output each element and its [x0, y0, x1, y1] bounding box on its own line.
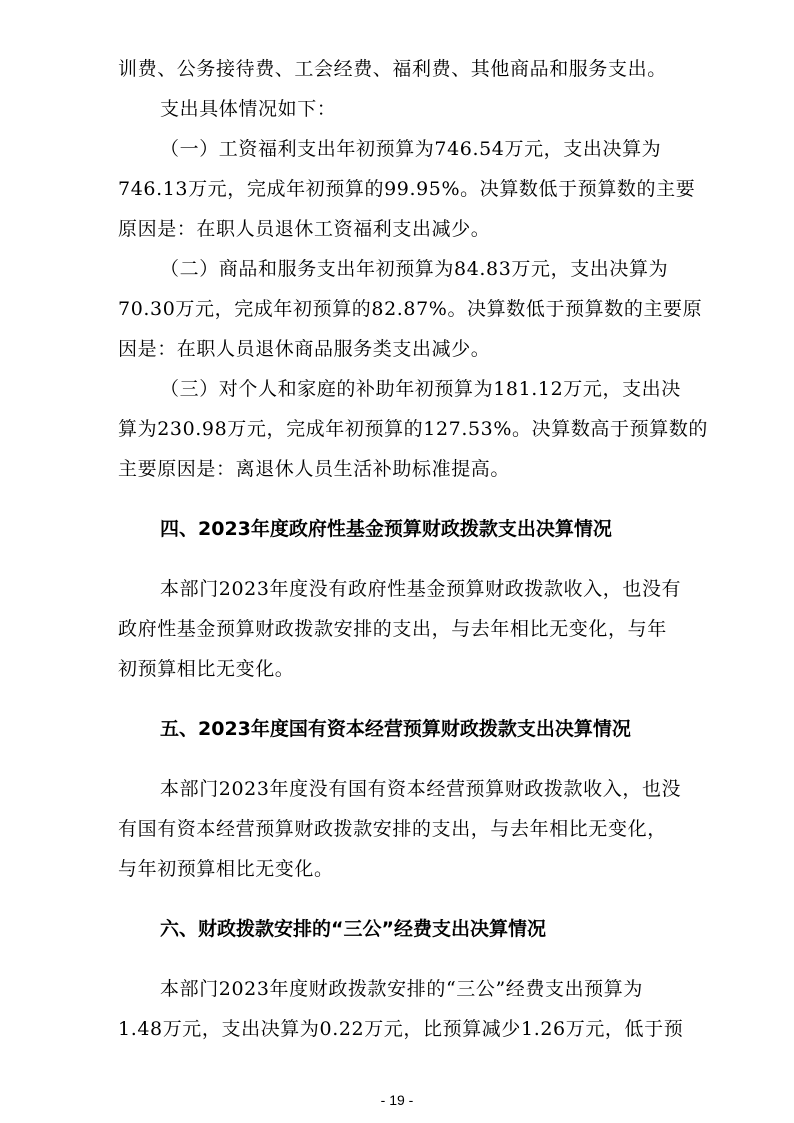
paragraph-line: 746.13万元，完成年初预算的99.95%。决算数低于预算数的主要: [118, 178, 696, 200]
section-heading-6: 六、财政拨款安排的“三公”经费支出决算情况: [160, 918, 546, 940]
paragraph-line: 与年初预算相比无变化。: [118, 858, 334, 880]
paragraph-line: 本部门2023年度财政拨款安排的“三公”经费支出预算为: [160, 978, 643, 1000]
paragraph-line: 原因是：在职人员退休工资福利支出减少。: [118, 218, 491, 240]
section-heading-5: 五、2023年度国有资本经营预算财政拨款支出决算情况: [160, 718, 631, 740]
paragraph-line: 有国有资本经营预算财政拨款安排的支出，与去年相比无变化，: [118, 818, 667, 840]
paragraph-line: （一）工资福利支出年初预算为746.54万元，支出决算为: [160, 138, 662, 160]
section-heading-4: 四、2023年度政府性基金预算财政拨款支出决算情况: [160, 518, 612, 540]
paragraph-line: 主要原因是：离退休人员生活补助标准提高。: [118, 458, 511, 480]
paragraph-line: 支出具体情况如下：: [160, 98, 337, 120]
paragraph-line: 政府性基金预算财政拨款安排的支出，与去年相比无变化，与年: [118, 618, 667, 640]
paragraph-line: 算为230.98万元，完成年初预算的127.53%。决算数高于预算数的: [118, 418, 709, 440]
paragraph-line: （二）商品和服务支出年初预算为84.83万元，支出决算为: [160, 258, 669, 280]
paragraph-line: 初预算相比无变化。: [118, 658, 295, 680]
paragraph-line: 本部门2023年度没有政府性基金预算财政拨款收入，也没有: [160, 578, 682, 600]
paragraph-line: 本部门2023年度没有国有资本经营预算财政拨款收入，也没: [160, 778, 682, 800]
page-number: - 19 -: [380, 1092, 414, 1108]
paragraph-line: 70.30万元，完成年初预算的82.87%。决算数低于预算数的主要原: [118, 298, 703, 320]
paragraph-line: 训费、公务接待费、工会经费、福利费、其他商品和服务支出。: [118, 58, 667, 80]
paragraph-line: （三）对个人和家庭的补助年初预算为181.12万元，支出决: [160, 378, 681, 400]
paragraph-line: 1.48万元，支出决算为0.22万元，比预算减少1.26万元，低于预: [118, 1018, 684, 1040]
paragraph-line: 因是：在职人员退休商品服务类支出减少。: [118, 338, 491, 360]
